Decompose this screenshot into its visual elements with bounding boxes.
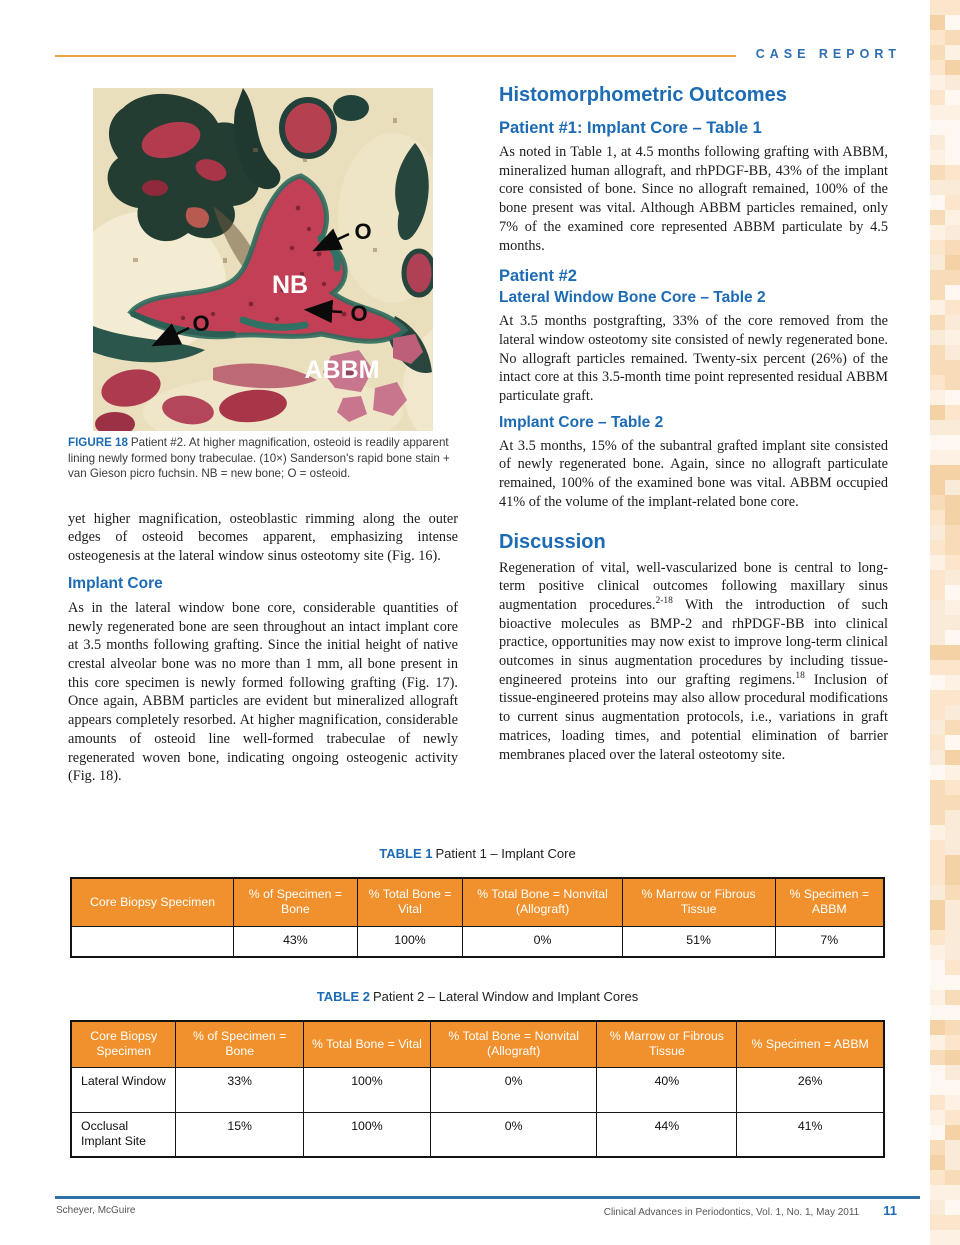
table1-caption-text: Patient 1 – Implant Core xyxy=(435,846,576,861)
table-header-cell: % Total Bone = Nonvital (Allograft) xyxy=(463,878,622,926)
footer-citation: Clinical Advances in Periodontics, Vol. 1, No. 1, May 2011 xyxy=(603,1207,860,1218)
table-header-cell: % Specimen = ABBM xyxy=(775,878,884,926)
table-header-cell: % Total Bone = Vital xyxy=(357,878,463,926)
footer-rule xyxy=(55,1196,920,1199)
table-header-cell: % Marrow or Fibrous Tissue xyxy=(622,878,775,926)
table-header-cell: % of Specimen = Bone xyxy=(176,1021,304,1067)
table-row-label-cell xyxy=(71,926,234,957)
histomorphometric-outcomes-heading: Histomorphometric Outcomes xyxy=(499,84,787,106)
footer-citation-group xyxy=(604,1203,897,1218)
patient1-paragraph: As noted in Table 1, at 4.5 months following grafting with ABBM, mineralized human allograft, and rhPDGF-BB, 43% of the implant core consisted of bone. Since no allograft remained, 100% of the bone present was vital. Although ABBM particles remained, only 7% of the examined core represented ABBM particulate by 4.5 months. xyxy=(499,144,888,254)
figure-label-abbm: ABBM xyxy=(304,356,380,384)
table-header-row xyxy=(71,878,884,926)
table-header-cell: % Total Bone = Vital xyxy=(304,1021,431,1067)
figure-label-osteoid-2: O xyxy=(350,301,368,326)
table-cell: 15% xyxy=(176,1112,304,1157)
implant-core-paragraph-left: As in the lateral window bone core, considerable quantities of newly regenerated bone are seen throughout an intact implant core at 3.5 months following grafting. Since the initial height of native crestal alveolar bone was no more than 1 mm, all bone present in this core specimen is newly formed following grafting (Fig. 17). Once again, ABBM particles are evident but mineralized allograft appears completely resorbed. At higher magnification, considerable amounts of osteoid line well-formed trabeculae of newly regenerated woven bone, indicating ongoing osteogenic activity (Fig. 18). xyxy=(68,599,458,785)
table2-caption-text: Patient 2 – Lateral Window and Implant Cores xyxy=(373,989,639,1004)
discussion-text-3: Inclusion of tissue-engineered proteins may also allow procedural modifications to current sinus augmentation protocols, i.e., variations in graft matrices, loading times, and potential elimination of barrier membranes placed over the lateral osteotomy site. xyxy=(499,671,888,763)
table1-caption-lead: TABLE 1 xyxy=(379,846,433,861)
table2-patient2-cores xyxy=(70,1020,885,1158)
table-cell: 40% xyxy=(597,1067,737,1112)
table-cell: 0% xyxy=(430,1112,597,1157)
discussion-paragraph xyxy=(499,559,888,765)
table-cell: 44% xyxy=(597,1112,737,1157)
figure-caption xyxy=(68,435,458,482)
table-row xyxy=(71,1067,884,1112)
implant-core-table2-heading: Implant Core – Table 2 xyxy=(499,413,664,431)
table-cell: 43% xyxy=(234,926,358,957)
discussion-reference-1: 2-18 xyxy=(655,596,673,607)
header-rule xyxy=(55,55,736,57)
decorative-pattern-strip xyxy=(930,0,960,1243)
table-cell: 26% xyxy=(737,1067,884,1112)
left-column xyxy=(68,88,458,786)
table-cell: 100% xyxy=(304,1112,431,1157)
patient2-heading: Patient #2 xyxy=(499,267,577,286)
table1-caption xyxy=(70,846,885,861)
tables-section xyxy=(70,846,885,1158)
discussion-reference-2: 18 xyxy=(795,671,805,681)
table-header-cell: Core Biopsy Specimen xyxy=(71,1021,176,1067)
table-row xyxy=(71,1112,884,1157)
table-cell: 100% xyxy=(357,926,463,957)
table-header-cell: Core Biopsy Specimen xyxy=(71,878,234,926)
footer-authors: Scheyer, McGuire xyxy=(56,1205,136,1216)
table-header-row xyxy=(71,1021,884,1067)
table-cell: 33% xyxy=(176,1067,304,1112)
table-row-label-cell: Lateral Window xyxy=(71,1067,176,1112)
article-type-kicker: CASE REPORT xyxy=(755,47,901,61)
figure-label-osteoid-1: O xyxy=(354,219,372,244)
lateral-window-heading: Lateral Window Bone Core – Table 2 xyxy=(499,289,766,307)
continued-paragraph: yet higher magnification, osteoblastic rimming along the outer edges of osteoid becomes apparent, emphasizing intense osteogenesis at the lateral window sinus osteotomy site (Fig. 16). xyxy=(68,510,458,565)
table-header-cell: % of Specimen = Bone xyxy=(234,878,358,926)
implant-core-table2-paragraph: At 3.5 months, 15% of the subantral grafted implant site consisted of newly regenerated bone. Again, since no allograft particulate remained, 100% of the examined bone was vital. ABBM occupied 41% of the volume of the implant-related bone core. xyxy=(499,437,888,510)
table1-patient1-implant-core xyxy=(70,877,885,958)
table-header-cell: % Specimen = ABBM xyxy=(737,1021,884,1067)
implant-core-heading-left: Implant Core xyxy=(68,574,163,592)
table-cell: 0% xyxy=(430,1067,597,1112)
table-cell: 0% xyxy=(463,926,622,957)
discussion-text-2: With the introduction of such bioactive molecules as BMP-2 and rhPDGF-BB into clinical practice, opportunities may now exist to improve long-term clinical outcomes in sinus augmentation procedures by including tissue-engineered proteins into our grafting regimens. xyxy=(499,596,888,688)
table2-caption-lead: TABLE 2 xyxy=(316,989,370,1004)
patient1-heading: Patient #1: Implant Core – Table 1 xyxy=(499,119,762,137)
table-cell: 100% xyxy=(304,1067,431,1112)
histology-figure xyxy=(93,88,433,431)
table2-caption xyxy=(70,989,885,1004)
table-cell: 51% xyxy=(622,926,775,957)
table-header-cell: % Total Bone = Nonvital (Allograft) xyxy=(430,1021,597,1067)
discussion-heading: Discussion xyxy=(499,530,606,553)
figure-caption-lead: FIGURE 18 xyxy=(68,436,128,449)
table-cell: 41% xyxy=(737,1112,884,1157)
histology-image xyxy=(93,88,433,431)
figure-label-osteoid-3: O xyxy=(192,311,210,336)
figure-caption-text: Patient #2. At higher magnification, osteoid is readily apparent lining newly formed bony trabeculae. (10×) Sanderson's rapid bone stain + van Gieson picro fuchsin. NB = new bone; O = osteoid. xyxy=(68,436,450,481)
table-cell: 7% xyxy=(775,926,884,957)
discussion-text-1: Regeneration of vital, well-vascularized bone is central to long-term positive clinical outcomes following maxillary sinus augmentation procedures. xyxy=(499,559,888,613)
table-row xyxy=(71,926,884,957)
page-number: 11 xyxy=(883,1203,897,1218)
lateral-window-paragraph: At 3.5 months postgrafting, 33% of the core removed from the lateral window osteotomy site consisted of newly regenerated bone. No allograft particles remained. Twenty-six percent (26%) of the intact core at this 3.5-month time point represented residual ABBM particulate graft. xyxy=(499,313,888,405)
right-column xyxy=(499,84,888,764)
figure-label-new-bone: NB xyxy=(271,271,309,299)
table-row-label-cell: Occlusal Implant Site xyxy=(71,1112,176,1157)
table-header-cell: % Marrow or Fibrous Tissue xyxy=(597,1021,737,1067)
